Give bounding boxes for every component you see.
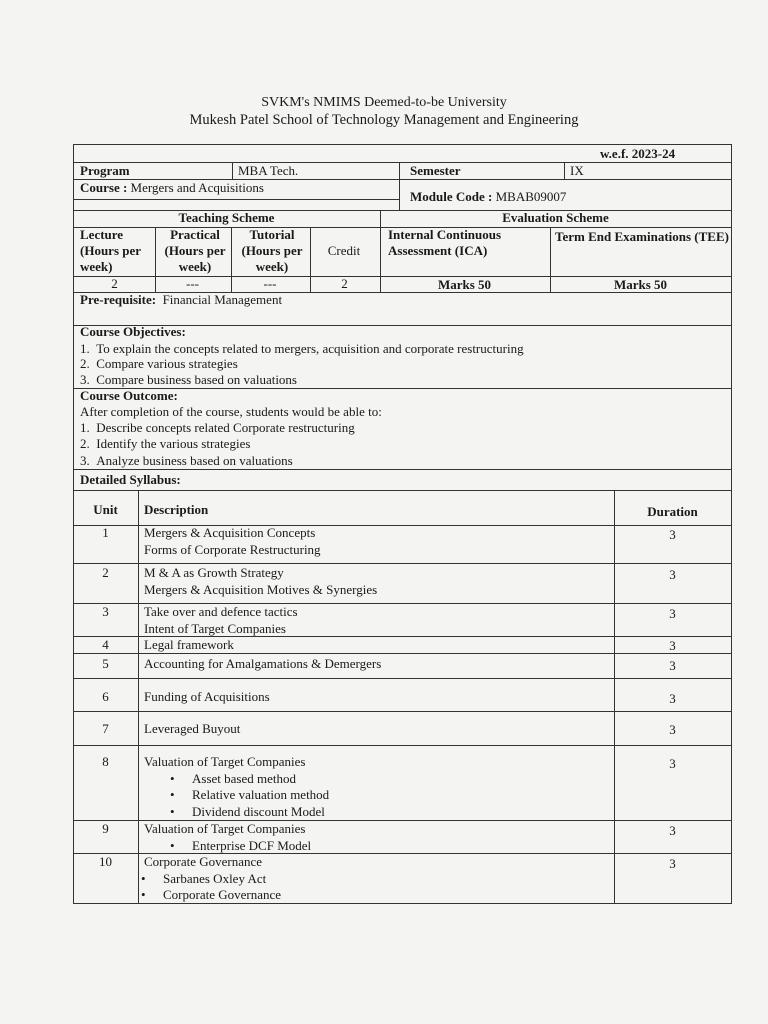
tutorial-header: Tutorial (Hours per week) [241, 227, 303, 274]
evaluation-scheme-title: Evaluation Scheme [502, 210, 609, 225]
unit-description: Intent of Target Companies [144, 620, 286, 636]
unit-topic-bullet: • Corporate Governance [141, 887, 281, 903]
prerequisite-value: Financial Management [162, 292, 283, 307]
program-label: Program [80, 163, 130, 178]
description-header: Description [144, 502, 209, 517]
unit-duration: 3 [669, 691, 676, 706]
unit-duration: 3 [669, 823, 676, 838]
unit-description: Mergers & Acquisition Concepts [144, 525, 316, 540]
unit-duration: 3 [669, 756, 676, 771]
outcome-item: 3. Analyze business based on valuations [80, 453, 293, 468]
unit-number: 4 [102, 637, 109, 652]
unit-number: 6 [102, 689, 109, 704]
outcome-item: 2. Identify the various strategies [80, 436, 251, 451]
prerequisite-row [80, 292, 282, 308]
unit-description: M & A as Growth Strategy [144, 565, 284, 580]
outcome-title: Course Outcome: [80, 388, 178, 403]
unit-number: 8 [102, 754, 109, 769]
teaching-scheme-title: Teaching Scheme [178, 210, 275, 225]
unit-number: 2 [102, 565, 109, 580]
unit-description: Legal framework [144, 637, 234, 652]
unit-topic-bullet: • Dividend discount Model [170, 804, 325, 820]
unit-duration: 3 [669, 567, 676, 582]
unit-duration: 3 [669, 658, 676, 673]
module-code-row [410, 189, 566, 205]
course-label: Course : [80, 180, 128, 195]
university-name: SVKM's NMIMS Deemed-to-be University [261, 95, 507, 110]
unit-duration: 3 [669, 638, 676, 653]
unit-description: Corporate Governance [144, 854, 263, 869]
practical-value: --- [186, 276, 199, 291]
unit-number: 1 [102, 525, 109, 540]
unit-description: Valuation of Target Companies [144, 754, 306, 769]
ica-header: Internal Continuous Assessment (ICA) [388, 227, 502, 258]
credit-value: 2 [341, 276, 348, 291]
unit-topic-bullet: • Sarbanes Oxley Act [141, 871, 266, 887]
unit-number: 10 [99, 854, 112, 869]
unit-number: 7 [102, 721, 109, 736]
unit-description: Take over and defence tactics [144, 604, 298, 619]
unit-duration: 3 [669, 527, 676, 542]
semester-label: Semester [410, 163, 461, 178]
objectives-title: Course Objectives: [80, 324, 186, 339]
semester-value: IX [570, 163, 584, 178]
wef-label: w.e.f. 2023-24 [600, 146, 676, 161]
program-value: MBA Tech. [238, 163, 299, 178]
course-row [80, 180, 264, 196]
lecture-header: Lecture (Hours per week) [80, 227, 141, 274]
outcome-intro: After completion of the course, students would be able to: [80, 404, 382, 419]
objective-item: 3. Compare business based on valuations [80, 372, 297, 387]
outcome-item: 1. Describe concepts related Corporate restructuring [80, 420, 355, 435]
tee-header: Term End Examinations (TEE) [555, 229, 729, 244]
unit-number: 3 [102, 604, 109, 619]
objective-item: 2. Compare various strategies [80, 356, 238, 371]
syllabus-title: Detailed Syllabus: [80, 472, 181, 487]
prerequisite-label: Pre-requisite: [80, 292, 157, 307]
unit-topic-bullet: • Relative valuation method [170, 787, 329, 803]
unit-description: Valuation of Target Companies [144, 821, 306, 836]
unit-duration: 3 [669, 722, 676, 737]
objective-item: 1. To explain the concepts related to mergers, acquisition and corporate restructuring [80, 341, 524, 356]
practical-header: Practical (Hours per week) [164, 227, 226, 274]
tee-marks: Marks 50 [613, 277, 668, 292]
unit-duration: 3 [669, 606, 676, 621]
module-code-label: Module Code : [410, 189, 493, 204]
duration-header: Duration [647, 504, 698, 519]
school-name: Mukesh Patel School of Technology Management and Engineering [189, 112, 579, 128]
unit-number: 5 [102, 656, 109, 671]
unit-topic-bullet: • Enterprise DCF Model [170, 838, 311, 854]
unit-description: Funding of Acquisitions [144, 689, 270, 704]
unit-description: Leveraged Buyout [144, 721, 241, 736]
lecture-value: 2 [111, 276, 118, 291]
unit-topic-bullet: • Asset based method [170, 771, 296, 787]
credit-header: Credit [327, 243, 361, 258]
ica-marks: Marks 50 [437, 277, 492, 292]
module-code-value: MBAB09007 [495, 189, 567, 204]
unit-duration: 3 [669, 856, 676, 871]
unit-header: Unit [93, 502, 118, 517]
tutorial-value: --- [263, 276, 277, 291]
unit-number: 9 [102, 821, 109, 836]
course-value: Mergers and Acquisitions [130, 180, 264, 195]
unit-description: Mergers & Acquisition Motives & Synergies [144, 581, 378, 597]
unit-description: Accounting for Amalgamations & Demergers [144, 656, 382, 671]
unit-description: Forms of Corporate Restructuring [144, 541, 321, 557]
